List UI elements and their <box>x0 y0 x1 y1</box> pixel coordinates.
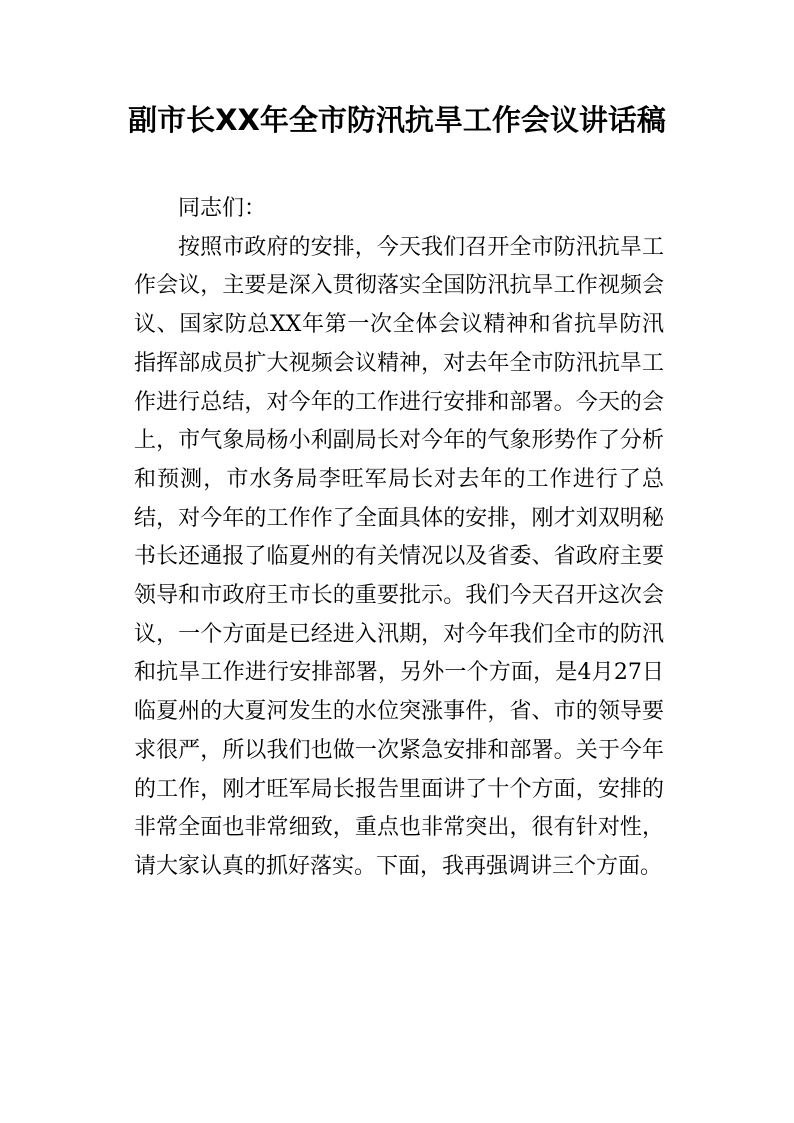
document-title: 副市长XX年全市防汛抗旱工作会议讲话稿 <box>128 103 666 137</box>
paragraph-1: 按照市政府的安排，今天我们召开全市防汛抗旱工作会议，主要是深入贯彻落实全国防汛抗旱工作视频会议、国家防总XX年第一次全体会议精神和省抗旱防汛指挥部成员扩大视频会议精神，对去年全市防汛抗旱工作进行总结，对今年的工作进行安排和部署。今天的会上，市气象局杨小利副局长对今年的气象形势作了分析和预测，市水务局李旺军局长对去年的工作进行了总结，对今年的工作作了全面具体的安排，刚才刘双明秘书长还通报了临夏州的有关情况以及省委、省政府主要领导和市政府王市长的重要批示。我们今天召开这次会议，一个方面是已经进入汛期，对今年我们全市的防汛和抗旱工作进行安排部署，另外一个方面，是4月27日临夏州的大夏河发生的水位突涨事件，省、市的领导要求很严，所以我们也做一次紧急安排和部署。关于今年的工作，刚才旺军局长报告里面讲了十个方面，安排的非常全面也非常细致，重点也非常突出，很有针对性，请大家认真的抓好落实。下面，我再强调讲三个方面。 <box>134 234 664 879</box>
document-body <box>134 190 664 887</box>
salutation: 同志们： <box>178 196 267 221</box>
